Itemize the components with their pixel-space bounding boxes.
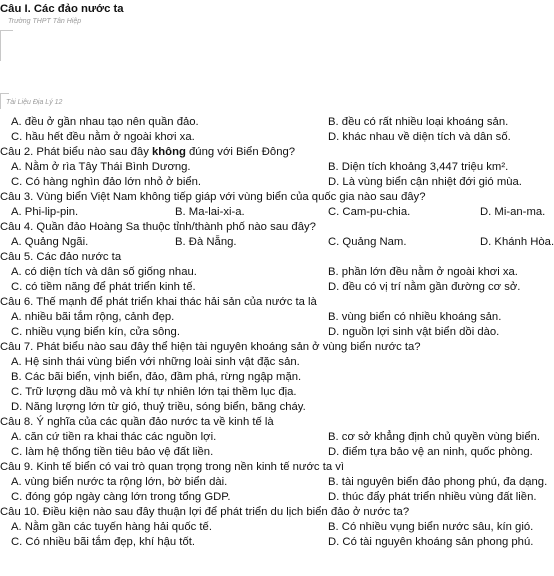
option-6-d: D. nguồn lợi sinh vật biển dồi dào.: [328, 326, 500, 338]
option-3-b: B. Ma-lai-xi-a.: [175, 206, 245, 218]
option-5-a: A. có diện tích và dân số giống nhau.: [11, 266, 197, 278]
option-2-a: A. Nằm ở rìa Tây Thái Bình Dương.: [11, 161, 191, 173]
margin-mark-top: [0, 30, 13, 61]
question-2-stem-start: Câu 2. Phát biểu nào sau đây: [0, 146, 152, 158]
option-2-b: B. Diện tích khoảng 3,447 triệu km².: [328, 161, 509, 173]
option-6-b: B. vùng biển có nhiều khoáng sản.: [328, 311, 502, 323]
option-5-c: C. có tiềm năng để phát triển kinh tế.: [11, 281, 196, 293]
question-5-stem: Câu 5. Các đảo nước ta: [0, 251, 122, 263]
option-7-c: C. Trữ lượng dầu mỏ và khí tự nhiên lớn tại thềm lục địa.: [11, 386, 297, 398]
question-3-stem: Câu 3. Vùng biển Việt Nam không tiếp giáp với vùng biển của quốc gia nào sau đây?: [0, 191, 426, 203]
question-4-stem: Câu 4. Quần đảo Hoàng Sa thuộc tỉnh/thành phố nào sau đây?: [0, 221, 316, 233]
option-8-b: B. cơ sở khẳng định chủ quyền vùng biển.: [328, 431, 541, 443]
option-2-d: D. Là vùng biển cận nhiệt đới gió mùa.: [328, 176, 522, 188]
option-5-d: D. đều có vị trí nằm gần đường cơ sở.: [328, 281, 521, 293]
option-7-d: D. Năng lượng lớn từ gió, thuỷ triều, sóng biển, băng cháy.: [11, 401, 306, 413]
option-8-a: A. căn cứ tiền ra khai thác các nguồn lợi.: [11, 431, 217, 443]
option-4-c: C. Quảng Nam.: [328, 236, 407, 248]
option-6-a: A. nhiều bãi tắm rộng, cảnh đẹp.: [11, 311, 175, 323]
option-2-c: C. Có hàng nghìn đảo lớn nhỏ ở biển.: [11, 176, 202, 188]
option-7-b: B. Các bãi biển, vịnh biển, đảo, đầm phá, rừng ngập mặn.: [11, 371, 302, 383]
question-6-stem: Câu 6. Thế mạnh để phát triển khai thác hải sản của nước ta là: [0, 296, 317, 308]
question-7-stem: Câu 7. Phát biểu nào sau đây thể hiện tài nguyên khoáng sản ở vùng biển nước ta?: [0, 341, 421, 353]
question-2-emphasis: không: [152, 146, 186, 158]
question-9-stem: Câu 9. Kinh tế biển có vai trò quan trọng trong nền kinh tế nước ta vì: [0, 461, 345, 473]
option-3-d: D. Mi-an-ma.: [480, 206, 546, 218]
question-10-stem: Câu 10. Điều kiện nào sau đây thuận lợi để phát triển du lịch biển đảo ở nước ta?: [0, 506, 410, 518]
option-10-b: B. Có nhiều vụng biển nước sâu, kín gió.: [328, 521, 534, 533]
option-10-c: C. Có nhiều bãi tắm đẹp, khí hậu tốt.: [11, 536, 195, 548]
option-5-b: B. phần lớn đều nằm ở ngoài khơi xa.: [328, 266, 518, 278]
question-8-stem: Câu 8. Ý nghĩa của các quần đảo nước ta về kinh tế là: [0, 416, 274, 428]
option-8-c: C. làm hệ thống tiền tiêu bảo vệ đất liền.: [11, 446, 214, 458]
document-title: Câu I. Các đảo nước ta: [0, 3, 124, 15]
option-9-c: C. đóng góp ngày càng lớn trong tổng GDP.: [11, 491, 231, 503]
option-7-a: A. Hệ sinh thái vùng biển với những loài sinh vật đặc sản.: [11, 356, 300, 368]
option-6-c: C. nhiều vụng biển kín, cửa sông.: [11, 326, 180, 338]
option-3-a: A. Phi-lip-pin.: [11, 206, 79, 218]
question-2-stem: [0, 145, 295, 159]
option-4-b: B. Đà Nẵng.: [175, 236, 237, 248]
option-8-d: D. điểm tựa bảo vệ an ninh, quốc phòng.: [328, 446, 533, 458]
option-9-b: B. tài nguyên biển đảo phong phú, đa dạng.: [328, 476, 548, 488]
option-10-a: A. Nằm gần các tuyến hàng hải quốc tế.: [11, 521, 212, 533]
option-intro-d: D. khác nhau về diện tích và dân số.: [328, 131, 511, 143]
option-4-a: A. Quảng Ngãi.: [11, 236, 89, 248]
option-9-d: D. thúc đẩy phát triển nhiều vùng đất liền.: [328, 491, 537, 503]
option-3-c: C. Cam-pu-chia.: [328, 206, 411, 218]
option-intro-a: A. đều ở gần nhau tạo nên quần đảo.: [11, 116, 199, 128]
option-4-d: D. Khánh Hòa.: [480, 236, 554, 248]
option-10-d: D. Có tài nguyên khoáng sản phong phú.: [328, 536, 534, 548]
option-intro-b: B. đều có rất nhiều loại khoáng sản.: [328, 116, 509, 128]
school-name: Trường THPT Tân Hiệp: [8, 18, 82, 25]
question-2-stem-end: đúng với Biển Đông?: [185, 146, 296, 158]
option-intro-c: C. hầu hết đều nằm ở ngoài khơi xa.: [11, 131, 195, 143]
option-9-a: A. vùng biển nước ta rộng lớn, bờ biển dài.: [11, 476, 228, 488]
source-label: Tài Liệu Địa Lý 12: [6, 99, 63, 106]
